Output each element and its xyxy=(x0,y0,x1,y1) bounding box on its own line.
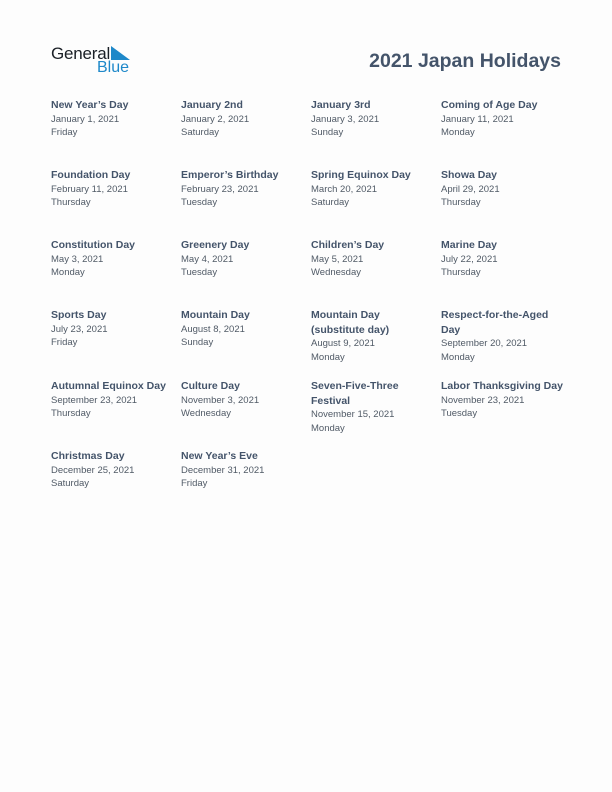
holiday-name: Christmas Day xyxy=(51,450,125,462)
logo-text-blue: Blue xyxy=(97,59,130,76)
holiday-date: July 22, 2021 xyxy=(441,253,498,265)
holiday-name: Spring Equinox Day xyxy=(311,169,411,181)
holiday-name: Foundation Day xyxy=(51,169,131,181)
holiday-entry xyxy=(441,238,565,280)
holiday-entry xyxy=(51,168,175,210)
holiday-entry xyxy=(311,98,435,140)
holiday-date: August 9, 2021 xyxy=(311,338,375,349)
holiday-date: September 20, 2021 xyxy=(441,338,528,349)
page-title: 2021 Japan Holidays xyxy=(369,50,561,72)
holiday-date: December 31, 2021 xyxy=(181,464,265,476)
holiday-entry xyxy=(441,98,565,140)
holiday-date: February 23, 2021 xyxy=(181,183,259,195)
holiday-date: December 25, 2021 xyxy=(51,464,135,476)
holiday-date: February 11, 2021 xyxy=(51,183,128,195)
holiday-weekday: Tuesday xyxy=(441,408,478,419)
holiday-entry xyxy=(181,168,305,210)
holiday-weekday: Tuesday xyxy=(181,267,218,278)
holiday-entry xyxy=(181,449,305,491)
holiday-entry xyxy=(181,98,305,140)
holiday-weekday: Wednesday xyxy=(181,408,231,419)
holiday-entry xyxy=(441,379,571,421)
holiday-weekday: Sunday xyxy=(181,337,214,348)
holiday-name: Coming of Age Day xyxy=(441,99,538,111)
holiday-entry xyxy=(51,449,175,491)
holiday-entry xyxy=(311,308,423,364)
holiday-date: August 8, 2021 xyxy=(181,323,245,335)
holiday-date: January 3, 2021 xyxy=(311,113,380,125)
holiday-name: Culture Day xyxy=(181,380,240,392)
holiday-name: Greenery Day xyxy=(181,239,250,251)
holiday-weekday: Saturday xyxy=(181,127,220,138)
holiday-date: November 15, 2021 xyxy=(311,409,395,420)
holiday-name: Showa Day xyxy=(441,169,498,181)
holiday-weekday: Tuesday xyxy=(181,197,218,208)
holiday-weekday: Saturday xyxy=(311,197,350,208)
holiday-name: Mountain Day (substitute day) xyxy=(311,309,390,336)
holiday-entry xyxy=(51,98,175,140)
holiday-name: Emperor’s Birthday xyxy=(181,169,279,181)
holiday-entry xyxy=(51,308,175,350)
holiday-weekday: Monday xyxy=(311,351,345,363)
holiday-name: New Year’s Day xyxy=(51,99,129,111)
holiday-date: May 5, 2021 xyxy=(311,253,364,265)
holiday-weekday: Sunday xyxy=(311,127,344,138)
holiday-name: Constitution Day xyxy=(51,239,135,251)
logo-text-general: General xyxy=(51,44,111,63)
holiday-name: January 2nd xyxy=(181,99,243,111)
holiday-name: January 3rd xyxy=(311,99,371,111)
holiday-date: July 23, 2021 xyxy=(51,323,108,335)
holiday-entry xyxy=(51,379,177,421)
holiday-entry xyxy=(311,379,415,435)
holiday-name: Children’s Day xyxy=(311,239,385,251)
holiday-weekday: Friday xyxy=(51,337,78,348)
holiday-entry xyxy=(311,238,435,280)
holiday-date: May 3, 2021 xyxy=(51,253,104,265)
holiday-entry xyxy=(51,238,175,280)
holiday-weekday: Thursday xyxy=(441,197,481,208)
holiday-date: April 29, 2021 xyxy=(441,183,500,195)
holiday-weekday: Wednesday xyxy=(311,267,361,278)
holiday-weekday: Friday xyxy=(181,478,208,489)
holiday-date: May 4, 2021 xyxy=(181,253,234,265)
holiday-name: Sports Day xyxy=(51,309,107,321)
holiday-entry xyxy=(181,238,305,280)
holiday-name: Labor Thanksgiving Day xyxy=(441,380,563,392)
holiday-entry xyxy=(181,308,305,350)
holiday-name: Respect-for-the-Aged Day xyxy=(441,309,549,336)
holiday-weekday: Thursday xyxy=(51,197,91,208)
holiday-name: Marine Day xyxy=(441,239,498,251)
holiday-entry xyxy=(441,308,557,364)
holiday-date: January 1, 2021 xyxy=(51,113,120,125)
holiday-weekday: Saturday xyxy=(51,478,90,489)
holiday-date: January 2, 2021 xyxy=(181,113,250,125)
holiday-weekday: Thursday xyxy=(441,267,481,278)
holiday-name: Seven-Five-Three Festival xyxy=(311,380,399,407)
holiday-date: September 23, 2021 xyxy=(51,394,138,406)
holiday-weekday: Monday xyxy=(311,422,345,434)
holiday-date: January 11, 2021 xyxy=(441,113,514,125)
holiday-weekday: Monday xyxy=(441,351,475,363)
holiday-weekday: Friday xyxy=(51,127,78,138)
holiday-date: November 23, 2021 xyxy=(441,394,525,406)
holiday-name: Autumnal Equinox Day xyxy=(51,380,166,392)
generalblue-logo xyxy=(51,44,133,78)
holiday-date: March 20, 2021 xyxy=(311,183,378,195)
holiday-date: November 3, 2021 xyxy=(181,394,260,406)
holiday-entry xyxy=(181,379,305,421)
holiday-entry xyxy=(441,168,565,210)
holiday-weekday: Thursday xyxy=(51,408,91,419)
holiday-weekday: Monday xyxy=(441,127,475,138)
holiday-name: Mountain Day xyxy=(181,309,250,321)
holiday-name: New Year’s Eve xyxy=(181,450,258,462)
holiday-entry xyxy=(311,168,435,210)
holiday-weekday: Monday xyxy=(51,267,85,278)
